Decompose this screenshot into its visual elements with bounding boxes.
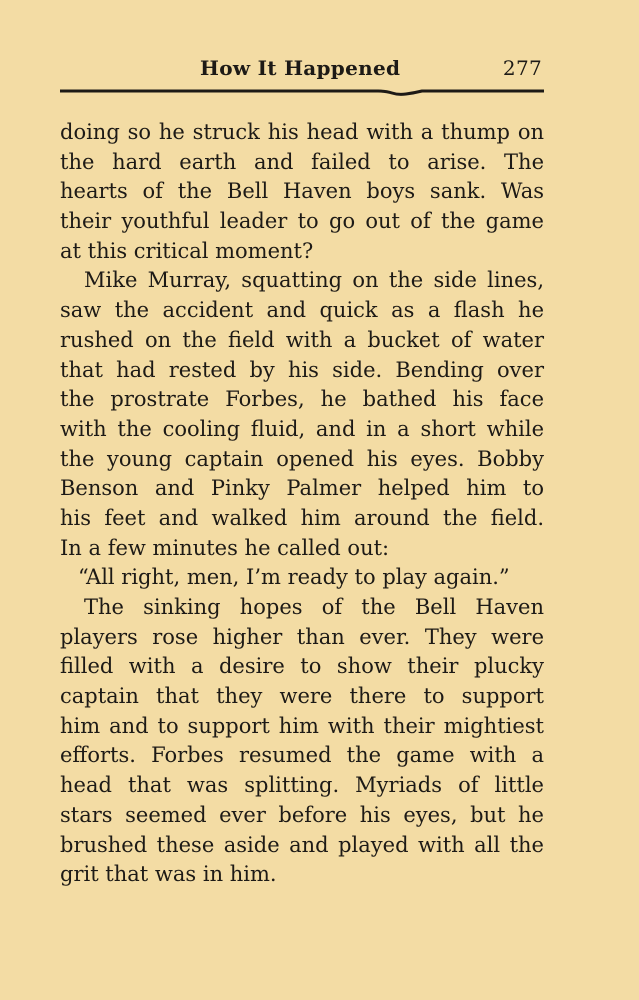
page-number: 277: [502, 56, 542, 80]
paragraph-1: [60, 118, 544, 266]
running-head: [60, 52, 544, 88]
text-line: saw the accident and quick as a flash he: [60, 298, 544, 323]
header-rule: [60, 85, 544, 97]
text-line: In a few minutes he called out:: [60, 535, 390, 560]
text-line: the young captain opened his eyes. Bobby: [60, 446, 544, 471]
text-line: that had rested by his side. Bending over: [60, 357, 544, 382]
chapter-title: How It Happened: [200, 56, 401, 80]
text-line: at this critical moment?: [60, 238, 314, 263]
text-line: brushed these aside and played with all the: [60, 832, 544, 857]
text-line: the prostrate Forbes, he bathed his face: [60, 387, 544, 412]
text-line: him and to support him with their mightiest: [60, 713, 544, 738]
text-line: his feet and walked him around the field.: [60, 505, 544, 530]
text-line: stars seemed ever before his eyes, but he: [60, 802, 544, 827]
text-line: rushed on the field with a bucket of water: [60, 327, 544, 352]
paragraph-3: [60, 563, 544, 593]
text-line: efforts. Forbes resumed the game with a: [60, 743, 544, 768]
text-line: Benson and Pinky Palmer helped him to: [60, 476, 544, 501]
text-line: the hard earth and failed to arise. The: [60, 149, 544, 174]
text-line: grit that was in him.: [60, 862, 277, 887]
text-line: players rose higher than ever. They were: [60, 624, 544, 649]
text-line: captain that they were there to support: [60, 684, 544, 709]
text-line: their youthful leader to go out of the game: [60, 209, 544, 234]
text-line: with the cooling fluid, and in a short while: [60, 416, 544, 441]
text-line: Mike Murray, squatting on the side lines,: [84, 268, 544, 293]
text-line: The sinking hopes of the Bell Haven: [84, 595, 544, 619]
body-text: [60, 118, 544, 890]
text-line: hearts of the Bell Haven boys sank. Was: [60, 179, 544, 204]
text-line: “All right, men, I’m ready to play again.”: [78, 565, 510, 590]
text-line: filled with a desire to show their plucky: [60, 654, 544, 679]
paragraph-2: [60, 266, 544, 563]
text-line: doing so he struck his head with a thump on: [60, 120, 544, 144]
text-line: head that was splitting. Myriads of little: [60, 773, 544, 798]
paragraph-4: [60, 593, 544, 890]
